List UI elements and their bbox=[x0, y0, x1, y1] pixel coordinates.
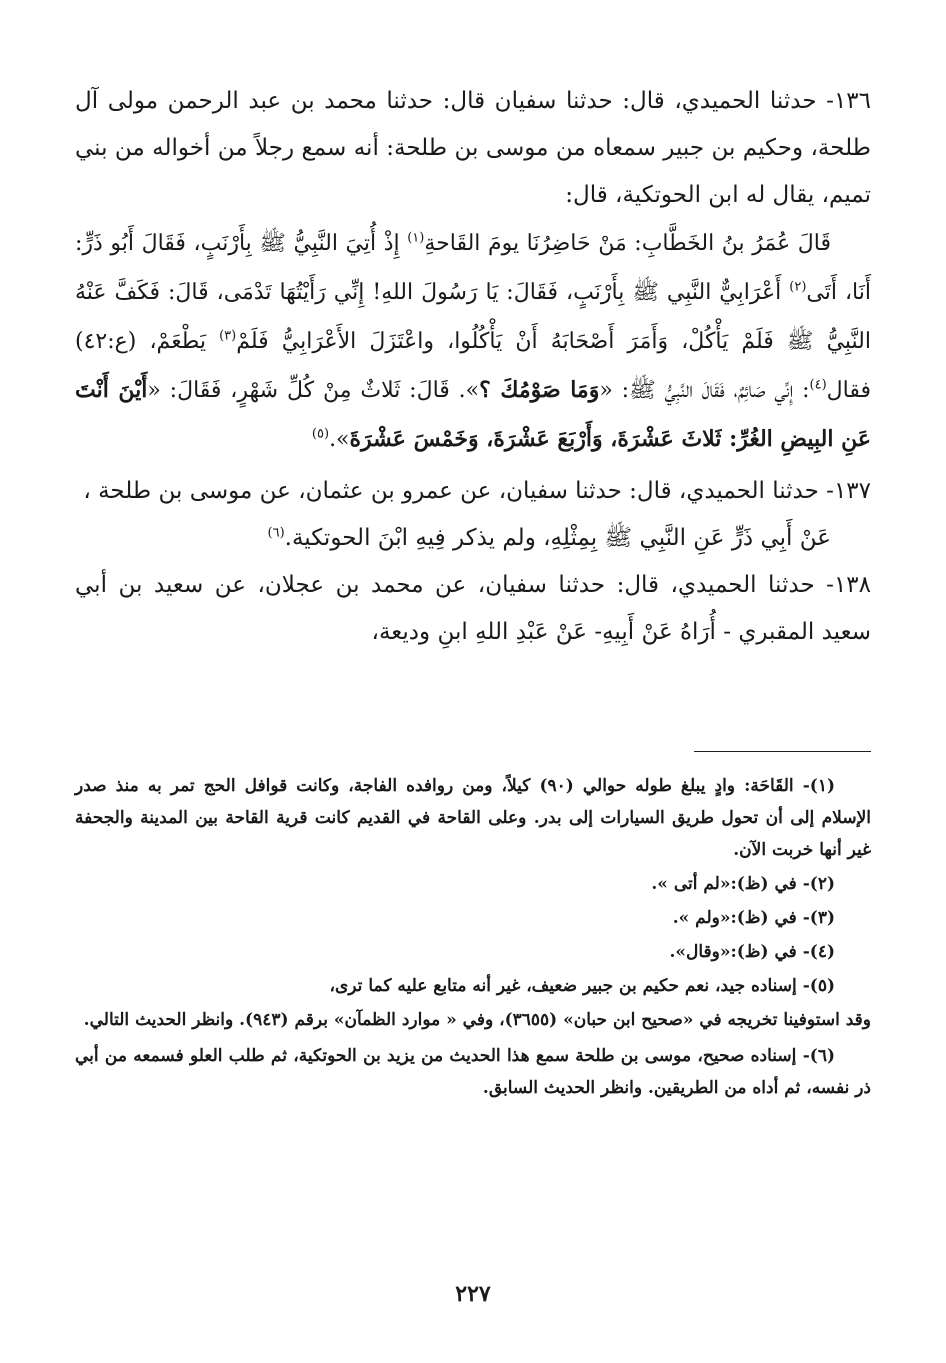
matn-text: قَالَ عُمَرُ بنُ الخَطَّابِ: مَنْ حَاضِرُنَا يومَ القَاحةِ bbox=[424, 231, 832, 256]
footnote-marker: (٦)- bbox=[796, 1046, 835, 1066]
hadith-136-matn bbox=[75, 219, 871, 464]
prophetic-quote: أَيْنَ أَنْتَ عَنِ البِيضِ الغُرِّ: ثَلاثَ عَشْرَةَ، وَأَرْبَعَ عَشْرَةَ، وَخَمْسَ عَشْرَةَ bbox=[75, 377, 871, 452]
footnote-ref-2[interactable]: (٢) bbox=[789, 279, 807, 295]
matn-text: عَنْ أَبِي ذَرٍّ عَنِ النَّبِي ﷺ بِمِثْلِهِ، ولم يذكر فِيهِ ابْنَ الحوتكية. bbox=[284, 525, 831, 551]
matn-text: : إِنِّي صَائِمٌ، فَقَالَ النَّبِيُّ ﷺ: « bbox=[599, 378, 810, 403]
footnote-2 bbox=[75, 868, 871, 900]
footnotes bbox=[75, 770, 871, 1106]
footnote-marker: (١)- bbox=[793, 776, 835, 796]
footnote-text: في (ظ):«وقال». bbox=[669, 942, 797, 962]
main-text bbox=[75, 78, 871, 656]
hadith-137-isnad: ١٣٧- حدثنا الحميدي، قال: حدثنا سفيان، عن عمرو بن عثمان، عن موسى بن طلحة ، bbox=[83, 478, 871, 504]
matn-text: أَعْرَابِيٌّ النَّبِي ﷺ بِأَرْنَبٍ، فَقَالَ: يَا رَسُولَ اللهِ! إِنِّي رَأَيْتُهَا تَدْمَى، قَالَ: فَكَفَّ عَنْهُ النَّبِيُّ ﷺ فَلَمْ يَأْكُلْ، وَأَمَرَ أَصْحَابَهُ أَنْ يَأْكُلُوا، واعْتَزَلَ الأَعْرَابِيُّ فَلَمْ bbox=[75, 280, 871, 354]
footnote-marker: (٣)- bbox=[796, 908, 835, 928]
hadith-137-matn bbox=[75, 515, 871, 562]
footnote-term: القَاحَة bbox=[750, 776, 794, 796]
footnote-4 bbox=[75, 936, 871, 968]
hadith-138-isnad: ١٣٨- حدثنا الحميدي، قال: حدثنا سفيان، عن محمد بن عجلان، عن سعيد بن أبي سعيد المقبري - أُرَاهُ عَنْ أَبِيهِ- عَنْ عَبْدِ اللهِ ابنِ وديعة، bbox=[75, 572, 871, 645]
footnote-divider bbox=[694, 751, 871, 752]
footnote-3 bbox=[75, 902, 871, 934]
page-number: ٢٢٧ bbox=[455, 1281, 491, 1307]
footnote-5 bbox=[75, 970, 871, 1002]
footnote-ref-3[interactable]: (٣) bbox=[219, 328, 237, 344]
footnote-marker: (٤)- bbox=[796, 942, 835, 962]
footnote-6 bbox=[75, 1040, 871, 1104]
footnote-text: : وادٍ يبلغ طوله حوالي (٩٠) كيلاً، ومن روافده الفاجة، وكانت قوافل الحج تمر به منذ صدر الإسلام إلى أن تحول طريق السيارات إلى بدر. وعلى القاحة في القديم كانت قرية القاحة بين المدينة والجحفة غير أنها خربت الآن. bbox=[75, 776, 871, 860]
footnote-text: إسناده جيد، نعم حكيم بن جبير ضعيف، غير أنه متابع عليه كما ترى، bbox=[329, 976, 797, 996]
matn-text: يَطْعَمْ، (ع:٤٢) فقال bbox=[75, 329, 871, 403]
footnote-marker: (٥)- bbox=[796, 976, 835, 996]
footnote-ref-4[interactable]: (٤) bbox=[809, 377, 827, 393]
prophetic-quote: وَمَا صَوْمُكَ ؟ bbox=[479, 377, 600, 403]
footnote-ref-1[interactable]: (١) bbox=[407, 230, 425, 246]
footnote-1 bbox=[75, 770, 871, 866]
hadith-136-isnad: ١٣٦- حدثنا الحميدي، قال: حدثنا سفيان قال: حدثنا محمد بن عبد الرحمن مولى آل طلحة، وحكيم بن جبير سمعاه من موسى بن طلحة: أنه سمع رجلاً من أخواله من بني تميم، يقال له ابن الحوتكية، قال: bbox=[75, 88, 871, 208]
footnote-text: إسناده صحيح، موسى بن طلحة سمع هذا الحديث من يزيد بن الحوتكية، ثم طلب العلو فسمعه من أبي ذر نفسه، ثم أداه من الطريقين. وانظر الحديث السابق. bbox=[75, 1046, 871, 1098]
footnote-marker: (٢)- bbox=[796, 874, 835, 894]
matn-text: ». قَالَ: ثَلاثٌ مِنْ كُلِّ شَهْرٍ، فَقَالَ: « bbox=[147, 378, 480, 403]
footnote-ref-6[interactable]: (٦) bbox=[267, 525, 285, 541]
footnote-text: في (ظ):«ولم ». bbox=[672, 908, 797, 928]
matn-text: ». bbox=[329, 427, 350, 452]
footnote-text: في (ظ):«لم أتى ». bbox=[651, 874, 797, 894]
footnote-ref-5[interactable]: (٥) bbox=[311, 426, 330, 442]
matn-text: إِذْ أُتِيَ النَّبِيُّ ﷺ بِأَرْنَبٍ، فَقَالَ أَبُو ذَرٍّ: أَنَا، أَتَى bbox=[75, 231, 871, 305]
footnote-5-continued: وقد استوفينا تخريجه في «صحيح ابن حبان» (٣٦٥٥)، وفي « موارد الظمآن» برقم (٩٤٣). وانظر الحديث التالي. bbox=[83, 1010, 871, 1030]
